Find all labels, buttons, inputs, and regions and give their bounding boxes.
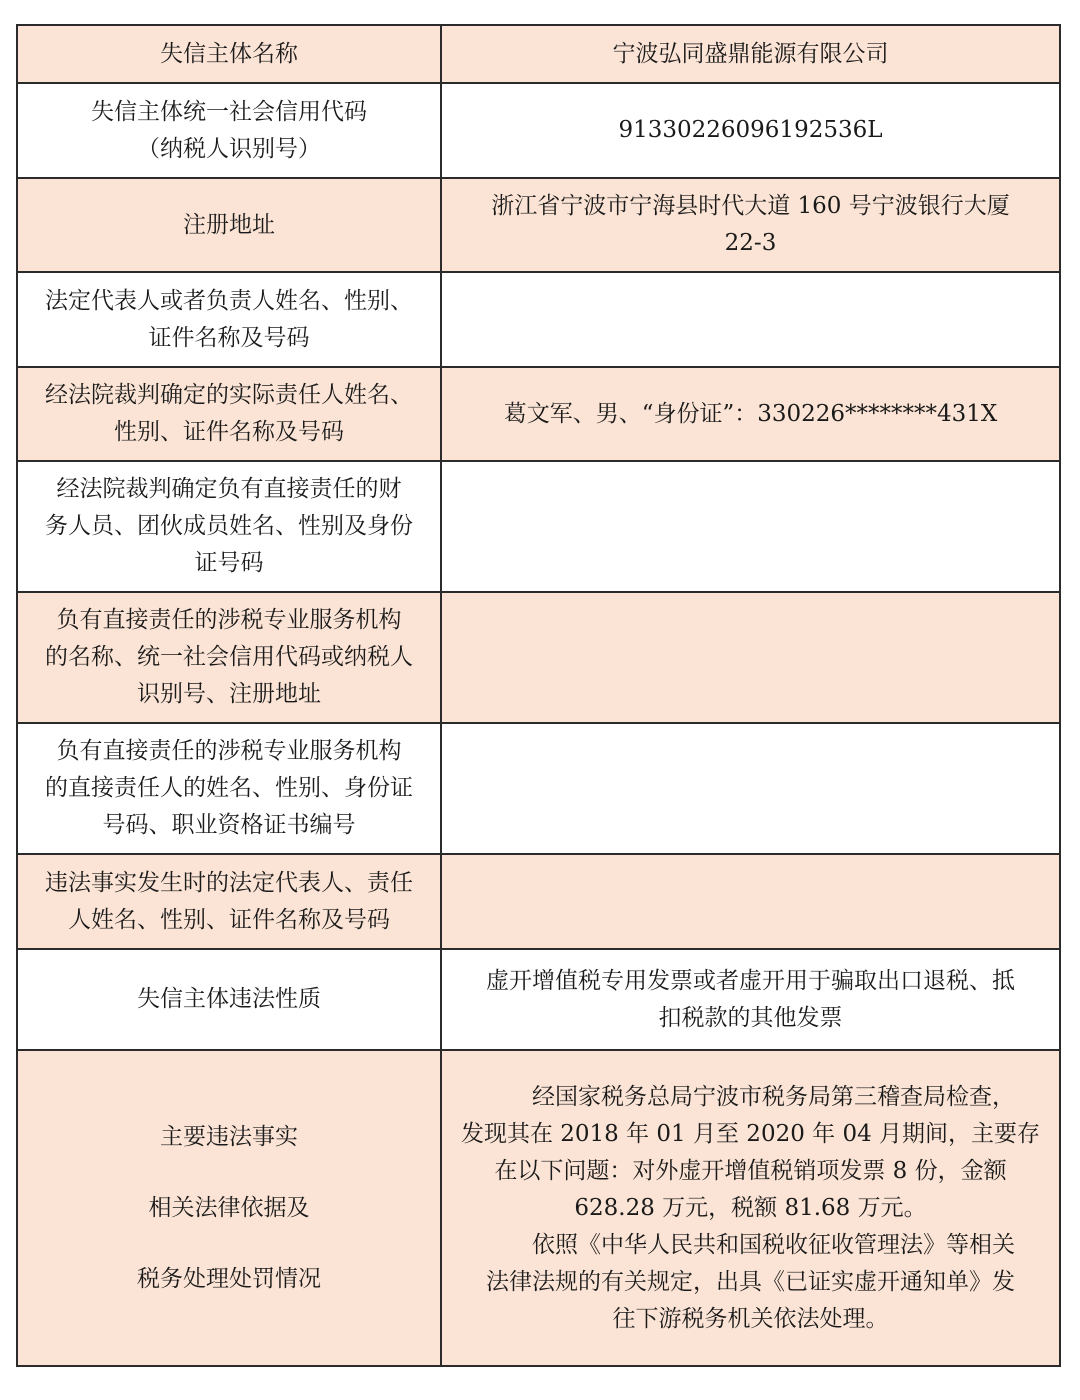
dishonest-entity-table [16, 24, 1061, 1367]
value-address: 浙江省宁波市宁海县时代大道 160 号宁波银行大厦 22-3 [441, 178, 1060, 272]
label-actual-responsible: 经法院裁判确定的实际责任人姓名、 性别、证件名称及号码 [17, 367, 441, 461]
label-main-facts [17, 1050, 441, 1366]
row-main-facts [17, 1050, 1060, 1366]
value-actual-responsible: 葛文军、男、“身份证”：330226********431X [441, 367, 1060, 461]
value-main-facts [441, 1050, 1060, 1366]
row-service-agency [17, 592, 1060, 723]
label-address: 注册地址 [17, 178, 441, 272]
value-violation-nature: 虚开增值税专用发票或者虚开用于骗取出口退税、抵 扣税款的其他发票 [441, 949, 1060, 1050]
label-credit-code: 失信主体统一社会信用代码 （纳税人识别号） [17, 83, 441, 178]
row-entity-name [17, 25, 1060, 83]
label-finance-staff: 经法院裁判确定负有直接责任的财 务人员、团伙成员姓名、性别及身份 证号码 [17, 461, 441, 592]
value-legal-rep [441, 272, 1060, 367]
facts-paragraph-1: 经国家税务总局宁波市税务局第三稽查局检查， 发现其在 2018 年 01 月至 2020 年 04 月期间，主要存 在以下问题：对外虚开增值税销项发票 8 份，金额 628.28 万元，税额 81.68 万元。 [460, 1083, 1041, 1221]
label-main-facts-3: 税务处理处罚情况 [137, 1265, 321, 1292]
label-legal-rep: 法定代表人或者负责人姓名、性别、 证件名称及号码 [17, 272, 441, 367]
row-legal-rep [17, 272, 1060, 367]
row-address [17, 178, 1060, 272]
label-main-facts-1: 主要违法事实 [160, 1123, 298, 1150]
value-finance-staff [441, 461, 1060, 592]
row-finance-staff [17, 461, 1060, 592]
value-rep-at-violation [441, 854, 1060, 949]
value-agency-person [441, 723, 1060, 854]
label-service-agency: 负有直接责任的涉税专业服务机构 的名称、统一社会信用代码或纳税人 识别号、注册地址 [17, 592, 441, 723]
row-credit-code [17, 83, 1060, 178]
label-main-facts-2: 相关法律依据及 [148, 1194, 310, 1221]
label-rep-at-violation: 违法事实发生时的法定代表人、责任 人姓名、性别、证件名称及号码 [17, 854, 441, 949]
row-violation-nature [17, 949, 1060, 1050]
label-entity-name: 失信主体名称 [17, 25, 441, 83]
facts-paragraph-2: 依照《中华人民共和国税收征收管理法》等相关 法律法规的有关规定，出具《已证实虚开通知单》发 往下游税务机关依法处理。 [486, 1231, 1015, 1332]
value-entity-name: 宁波弘同盛鼎能源有限公司 [441, 25, 1060, 83]
row-agency-person [17, 723, 1060, 854]
label-agency-person: 负有直接责任的涉税专业服务机构 的直接责任人的姓名、性别、身份证 号码、职业资格证书编号 [17, 723, 441, 854]
value-service-agency [441, 592, 1060, 723]
row-rep-at-violation [17, 854, 1060, 949]
row-actual-responsible [17, 367, 1060, 461]
value-credit-code: 91330226096192536L [441, 83, 1060, 178]
label-violation-nature: 失信主体违法性质 [17, 949, 441, 1050]
